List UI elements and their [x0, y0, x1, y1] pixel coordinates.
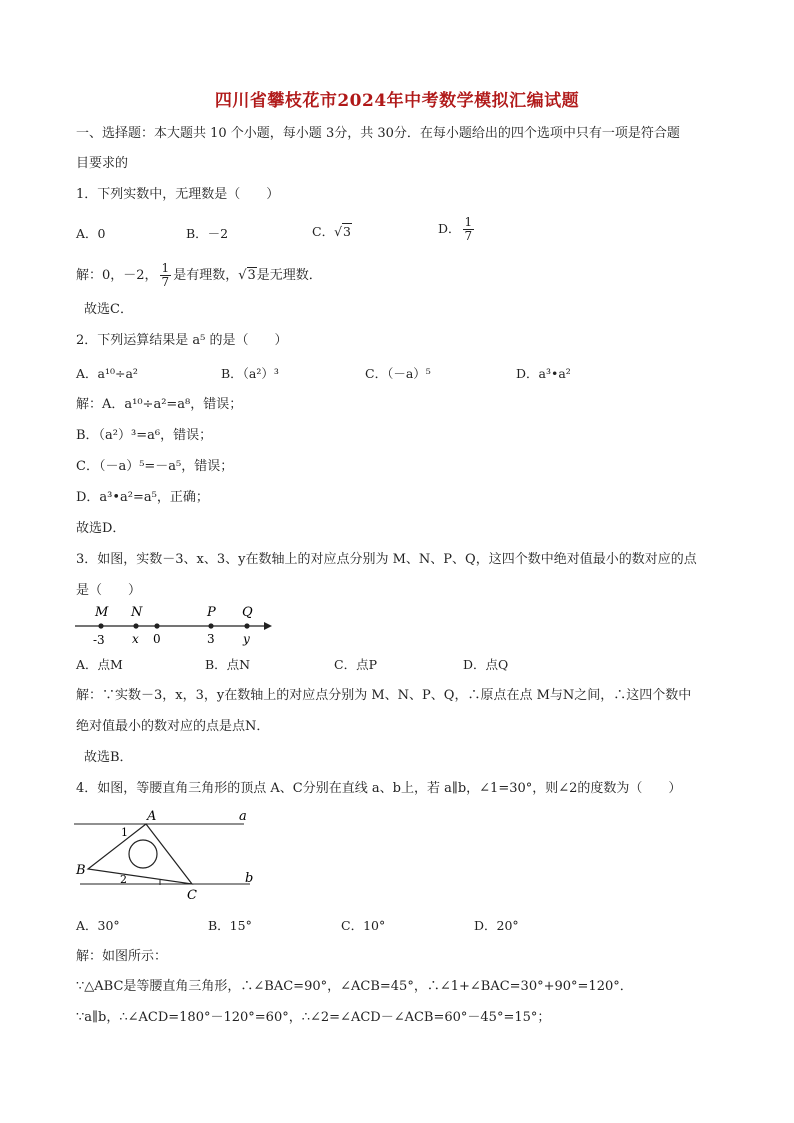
point-n-dot	[133, 623, 138, 628]
q2-solution-line4: D．a³•a²=a⁵，正确；	[76, 490, 209, 505]
triangle-abc	[88, 824, 192, 884]
point-q-dot	[244, 623, 249, 628]
label-q: Q	[242, 605, 253, 620]
vertex-b-label: B	[76, 863, 86, 878]
sqrt-symbol: √3	[334, 224, 351, 239]
vertex-a-label: A	[147, 809, 157, 824]
q1-answer: 故选C．	[84, 302, 133, 317]
line-a-label: a	[239, 809, 247, 824]
q3-option-d: D．点Q	[463, 657, 509, 672]
tick-0: 0	[153, 632, 161, 646]
q1-solution-fraction	[160, 262, 172, 289]
tick-y: y	[243, 632, 250, 646]
q2-stem: 2．下列运算结果是 a⁵ 的是（ ）	[76, 333, 288, 348]
tick-neg3: -3	[93, 633, 105, 647]
section-intro-line2: 目要求的	[76, 156, 129, 171]
q2-option-d: D．a³•a²	[516, 366, 571, 381]
q1-option-a: A．0	[76, 226, 106, 241]
page-title: 四川省攀枝花市2024年中考数学模拟汇编试题	[214, 91, 580, 111]
label-p: P	[207, 605, 216, 620]
label-m: M	[95, 605, 109, 620]
q1-option-d	[438, 216, 476, 243]
axis-arrow-icon	[264, 622, 272, 630]
q3-option-c: C．点P	[334, 657, 377, 672]
q1-option-d-prefix: D．	[438, 221, 461, 236]
q4-option-a: A．30°	[76, 918, 120, 933]
vertex-c-label: C	[187, 888, 197, 903]
q4-option-b: B．15°	[208, 918, 252, 933]
q4-stem: 4．如图，等腰直角三角形的顶点 A、C分别在直线 a、b上，若 a∥b，∠1=30°，则∠2的度数为（ ）	[76, 781, 682, 796]
q2-solution-line2: B．（a²）³=a⁶，错误；	[76, 428, 213, 443]
q3-option-a: A．点M	[76, 657, 123, 672]
q3-stem-line1: 3．如图，实数－3、x、3、y在数轴上的对应点分别为 M、N、P、Q，这四个数中绝对值最小的数对应的点	[76, 552, 697, 567]
q1-stem: 1．下列实数中，无理数是（ ）	[76, 187, 280, 202]
line-b-label: b	[245, 871, 254, 886]
q4-solution-line3: ∵a∥b，∴∠ACD=180°－120°=60°，∴∠2=∠ACD－∠ACB=60°－45°=15°；	[76, 1010, 551, 1025]
q3-option-b: B．点N	[205, 657, 251, 672]
inscribed-circle	[129, 840, 157, 868]
q2-solution-line1: 解：A．a¹⁰÷a²=a⁸，错误；	[76, 397, 243, 412]
q2-option-c: C．（－a）⁵	[365, 366, 431, 381]
q4-solution-line1: 解：如图所示：	[76, 949, 168, 964]
q1-option-c	[312, 222, 352, 240]
q2-option-b: B．（a²）³	[221, 366, 279, 381]
q3-stem-line2: 是（ ）	[76, 583, 142, 598]
angle-1-label: 1	[121, 826, 128, 839]
q2-answer: 故选D．	[76, 521, 126, 536]
point-p-dot	[208, 623, 213, 628]
q1-solution	[76, 262, 322, 289]
q1-option-c-radicand: 3	[343, 224, 351, 239]
q3-solution-line1: 解：∵实数－3，x，3，y在数轴上的对应点分别为 M、N、P、Q，∴原点在点 M与N之间，∴这四个数中	[76, 688, 692, 703]
origin-dot	[154, 623, 159, 628]
fraction-denominator: 7	[464, 229, 473, 243]
q4-solution-line2: ∵△ABC是等腰直角三角形，∴∠BAC=90°，∠ACB=45°，∴∠1+∠BAC=30°+90°=120°．	[76, 979, 633, 994]
label-n: N	[131, 605, 143, 620]
number-line-figure	[72, 600, 272, 648]
point-m-dot	[98, 623, 103, 628]
tick-3: 3	[207, 632, 215, 646]
triangle-figure	[72, 806, 272, 904]
fraction-denominator: 7	[161, 275, 170, 289]
fraction-numerator: 1	[464, 215, 473, 229]
q1-solution-prefix: 解：0，－2，	[76, 268, 158, 283]
q1-solution-end: 是无理数．	[256, 268, 322, 283]
q1-option-b: B．－2	[186, 226, 229, 241]
angle-2-label: 2	[120, 873, 127, 886]
q3-answer: 故选B．	[84, 750, 133, 765]
sqrt-symbol: √3	[238, 268, 256, 283]
q1-solution-middle: 是有理数，	[173, 268, 239, 283]
section-intro-line1: 一、选择题：本大题共 10 个小题，每小题 3分，共 30分．在每小题给出的四个选项中只有一项是符合题	[76, 126, 680, 141]
q1-option-c-prefix: C．	[312, 224, 335, 239]
q4-option-d: D．20°	[474, 918, 519, 933]
q3-solution-line2: 绝对值最小的数对应的点是点N．	[76, 719, 270, 734]
fraction-numerator: 1	[161, 261, 170, 275]
q4-option-c: C．10°	[341, 918, 386, 933]
q2-option-a: A．a¹⁰÷a²	[76, 366, 138, 381]
tick-x: x	[132, 632, 139, 646]
q1-option-d-fraction	[463, 216, 475, 243]
q2-solution-line3: C．（－a）⁵=－a⁵，错误；	[76, 459, 234, 474]
q1-solution-radicand: 3	[247, 268, 256, 283]
